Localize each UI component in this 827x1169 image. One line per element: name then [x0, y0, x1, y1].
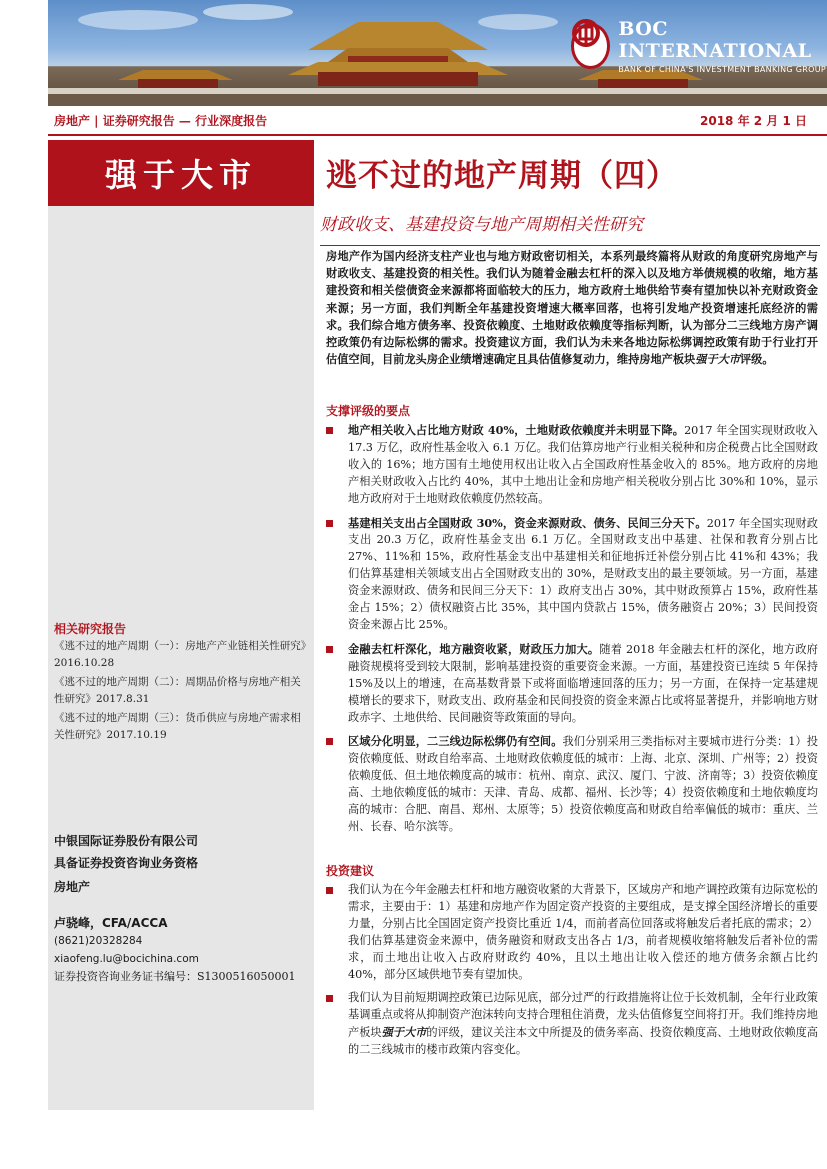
advice-text: 我们认为在今年金融去杠杆和地方融资收紧的大背景下，区域房产和地产调控政策有边际宽松的需求，主要由于：1）基建和房地产作为固定资产投资的主要组成，是支撑全国经济增长的重要力量，分别占比全国固定资产投资比重近 1/4，而前者高位回落或将触发后者托底的需求；2）我们估算基建资金来源中，债务融资和财政支出各占 1/3，前者规模收缩将触发后者补位的需求，而土地出让收入占政府财政约 40%，且以土地出让收入偿还的地方债务余额占比约 40%，部分区域供地节奏有望加快。	[348, 883, 818, 981]
bullet-square-icon	[326, 520, 333, 527]
summary-rating: 强于大市	[695, 352, 740, 367]
key-point-text: 随着 2018 年金融去杠杆的深化，地方政府融资规模将受到较大限制，影响基建投资的重要资金来源。一方面，基建投资已连续 5 年保持 15%及以上的增速，在高基数背景下或将面临增速回落的压力；另一方面，在保持一定基建规模增长的要求下，财政支出、政府基金和民间投资的资金来源占比或将显著提升，并影响地方财政赤字、土地供给、民间融资等政策面的导向。	[348, 642, 818, 724]
bullet-square-icon	[326, 646, 333, 653]
firm-info	[54, 830, 198, 874]
section-heading-investment-advice: 投资建议	[326, 864, 375, 878]
key-point-item	[326, 641, 818, 727]
boc-logo	[571, 18, 827, 74]
report-date: 2018 年 2 月 1 日	[700, 113, 807, 128]
bullet-square-icon	[326, 887, 333, 894]
key-point-item	[326, 422, 818, 508]
sidebar	[48, 140, 314, 1110]
bullet-square-icon	[326, 738, 333, 745]
advice-item	[326, 990, 818, 1059]
key-point-heading: 区域分化明显，二三线边际松绑仍有空间。	[348, 734, 563, 749]
advice-item	[326, 882, 818, 983]
logo-main-text: BOC INTERNATIONAL	[618, 18, 812, 62]
bullet-square-icon	[326, 995, 333, 1002]
key-point-heading: 基建相关支出占全国财政 30%，资金来源财政、债务、民间三分天下。	[348, 515, 707, 530]
logo-sub-text: BANK OF CHINA'S INVESTMENT BANKING GROUP	[618, 65, 827, 74]
key-point-item	[326, 733, 818, 835]
related-report-item[interactable]: 《逃不过的地产周期（三）：货币供应与房地产需求相关性研究》2017.10.19	[54, 712, 301, 741]
bullet-square-icon	[326, 427, 333, 434]
related-reports-list	[54, 638, 310, 746]
rating-badge: 强于大市	[48, 140, 314, 206]
related-report-item[interactable]: 《逃不过的地产周期（二）：周期品价格与房地产相关性研究》2017.8.31	[54, 676, 301, 705]
advice-rating: 强于大市	[381, 1025, 427, 1040]
header-banner	[48, 0, 827, 106]
key-point-text: 2017 年全国实现财政收入 17.3 万亿，政府性基金收入 6.1 万亿。我们估算房地产行业相关税种和房企税费占比全国财政收入的 16%；地方国有土地使用权出让收入占全国政府性基金收入的 85%。地方政府的房地产相关财政收入占比约 40%，其中土地出让金和房地产相关税收分别占比 30%和 10%，显示地方政府对于土地财政依赖度仍然较高。	[348, 424, 818, 505]
report-subtitle: 财政收支、基建投资与地产周期相关性研究	[320, 210, 820, 246]
analyst-license: 证券投资咨询业务证书编号：S1300516050001	[54, 970, 296, 983]
advice-text: 我们认为目前短期调控政策已边际见底，部分过严的行政措施将让位于长效机制，全年行业政策基调重点或将从抑制资产泡沫转向支持合理租住消费，龙头估值修复空间将打开。我们维持房地产板块	[348, 991, 818, 1040]
summary-paragraph	[326, 248, 818, 368]
related-report-item[interactable]: 《逃不过的地产周期（一）：房地产产业链相关性研究》2016.10.28	[54, 640, 306, 669]
related-reports-title: 相关研究报告	[54, 622, 127, 636]
boc-logo-icon	[571, 23, 610, 69]
key-point-heading: 地产相关收入占比地方财政 40%，土地财政依赖度并未明显下降。	[348, 423, 685, 437]
summary-text: 房地产作为国内经济支柱产业也与地方财政密切相关，本系列最终篇将从财政的角度研究房地产与财政收支、基建投资的相关性。我们认为随着金融去杠杆的深入以及地方举债规模的收缩，地方基建投资和相关偿债资金来源都将面临较大的压力，地方政府土地供给节奏有望加快以补充财政资金来源；另一方面，我们判断全年基建投资增速大概率回落，也将引发地产投资增速托底经济的需求。我们综合地方债务率、投资依赖度、土地财政依赖度等指标判断，认为部分二三线地方房产调控政策仍有边际松绑的需求。投资建议方面，我们认为未来各地边际松绑调控政策有助于行业打开估值空间，目前龙头房企业绩增速确定且具估值修复动力，维持房地产板块	[326, 249, 818, 367]
sector-label: 房地产	[54, 880, 91, 894]
advice-text-tail: 的评级，建议关注本文中所提及的债务率高、投资依赖度高、土地财政依赖度高的二三线城市的楼市政策内容变化。	[348, 1026, 818, 1057]
section-heading-key-points: 支撑评级的要点	[326, 404, 411, 418]
summary-tail: 评级。	[739, 352, 774, 367]
key-points-list	[326, 422, 818, 843]
analyst-phone: (8621)20328284	[54, 935, 143, 947]
analyst-info	[54, 914, 296, 986]
firm-qualification: 具备证券投资咨询业务资格	[54, 856, 199, 870]
report-title: 逃不过的地产周期（四）	[326, 158, 678, 194]
report-category: 房地产 | 证券研究报告 — 行业深度报告	[54, 113, 268, 128]
category-bar	[48, 106, 827, 136]
investment-advice-list	[326, 882, 818, 1066]
key-point-heading: 金融去杠杆深化，地方融资收紧，财政压力加大。	[348, 641, 600, 656]
key-point-text: 我们分别采用三类指标对主要城市进行分类：1）投资依赖度低、财政自给率高、土地财政依赖度低的城市：上海、北京、深圳、广州等；2）投资依赖度低、但土地依赖度高的城市：杭州、南京、武汉、厦门、宁波、济南等；3）投资依赖度高、土地依赖度低的城市：天津、青岛、成都、福州、长沙等；4）投资依赖度和土地依赖度均高的城市：合肥、南昌、郑州、太原等；5）投资依赖度高和财政自给率偏低的城市：重庆、兰州、长春、哈尔滨等。	[348, 735, 818, 833]
key-point-text: 2017 年全国实现财政支出 20.3 万亿，政府性基金支出 6.1 万亿。全国财政支出中基建、社保和教育分别占比 27%、11%和 15%，政府性基金支出中基建相关和征地拆迁补偿分别占比 41%和 43%；我们估算基建相关领域支出占全国财政支出的 30%，是财政支出的最主要领域。另一方面，基建资金来源财政、债务和民间三分天下：1）政府支出占 30%，其中财政预算占 15%，政府性基金占 15%；2）债权融资占比 35%，其中国内贷款占 15%，债务融资占 20%；3）民间投资资金来源占比 25%。	[348, 516, 818, 631]
key-point-item	[326, 515, 818, 634]
analyst-email[interactable]: xiaofeng.lu@bocichina.com	[54, 953, 199, 965]
analyst-name: 卢骁峰，CFA/ACCA	[54, 916, 168, 930]
firm-name: 中银国际证券股份有限公司	[54, 834, 199, 848]
